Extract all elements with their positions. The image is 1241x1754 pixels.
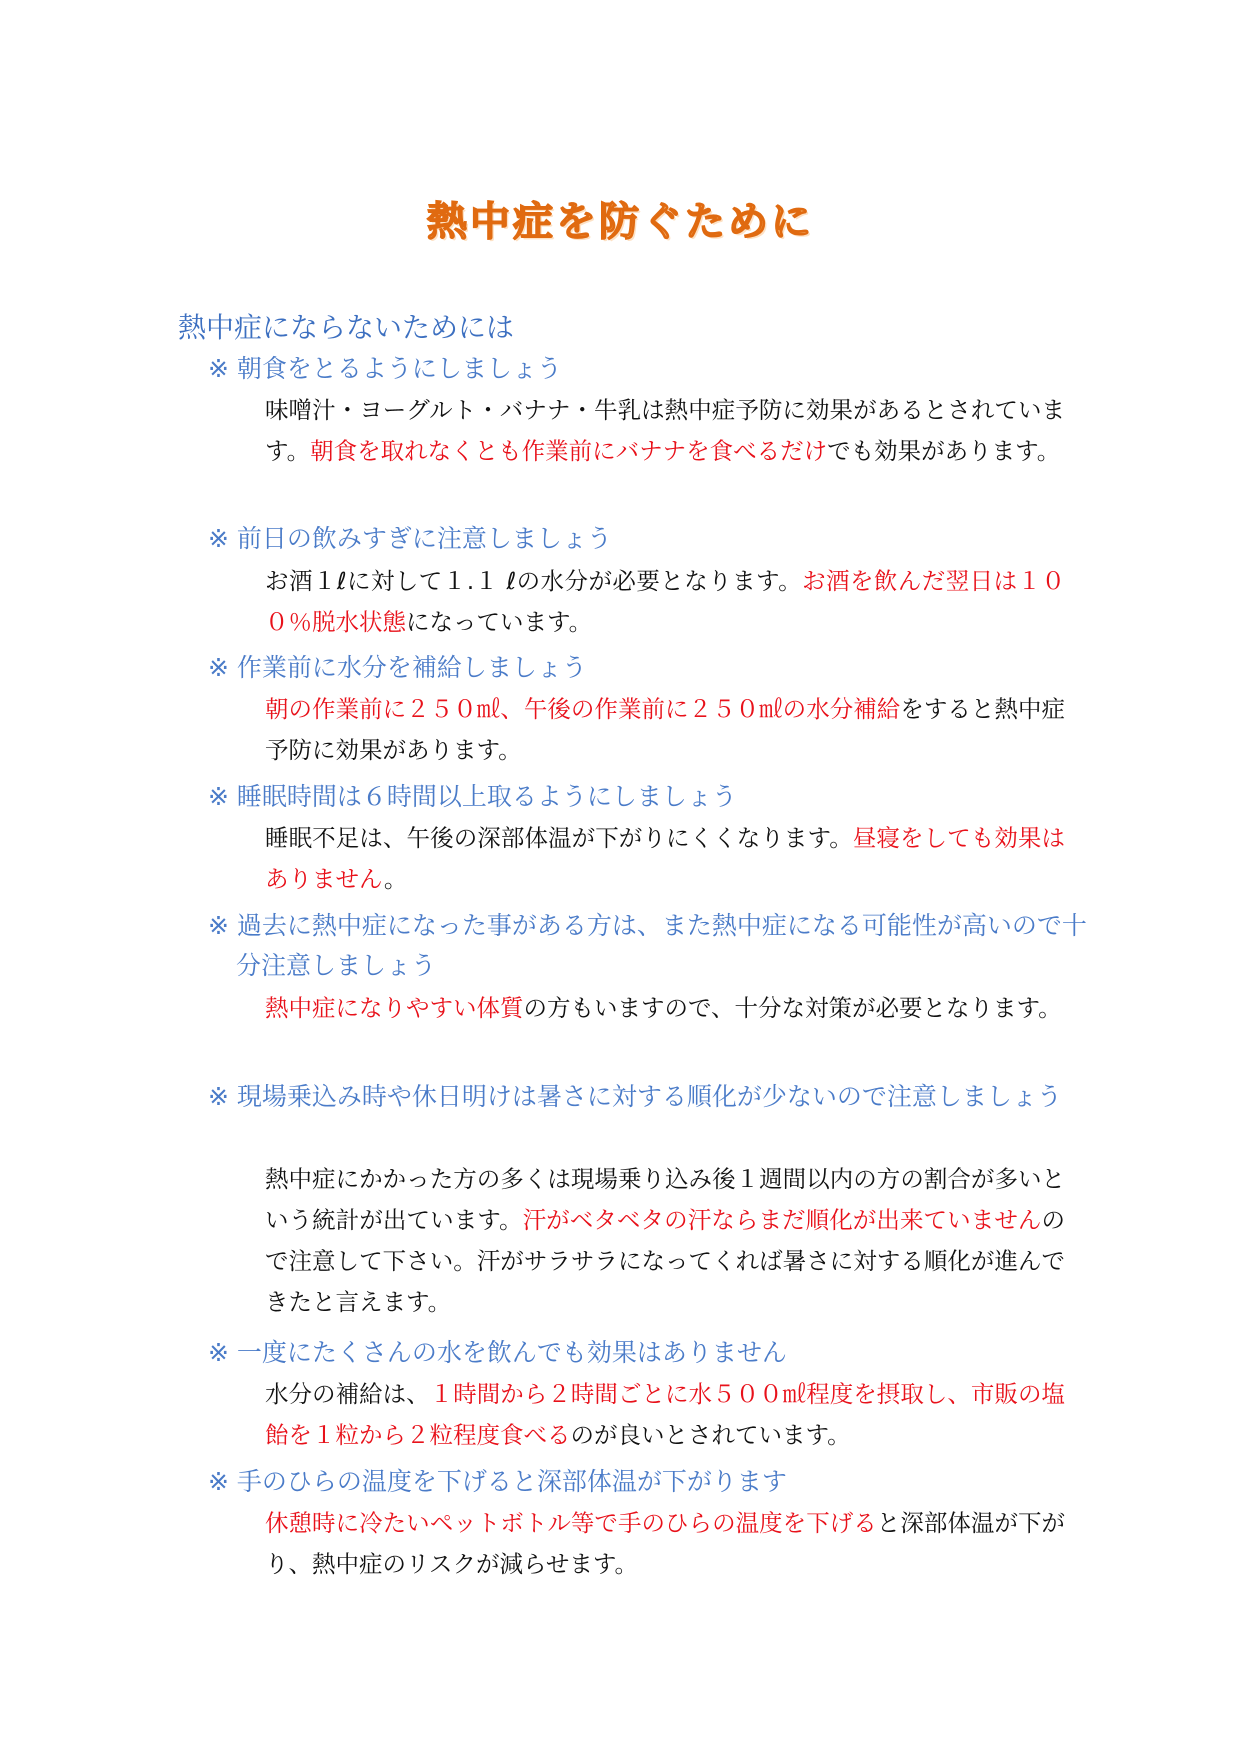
- tip-text-highlight: 熱中症になりやすい体質: [265, 994, 524, 1022]
- tip-heading: ※ 前日の飲みすぎに注意しましょう: [208, 524, 612, 553]
- tip-body: [265, 988, 1065, 1029]
- tip-body: [265, 689, 1065, 771]
- tip-text: 水分の補給は、: [265, 1380, 430, 1408]
- tip-text: でも効果があります。: [827, 437, 1061, 465]
- tip-body: [265, 818, 1065, 900]
- tip-text: 睡眠不足は、午後の深部体温が下がりにくくなります。: [265, 824, 853, 852]
- tip-body: [265, 561, 1065, 643]
- section-heading: 熱中症にならないためには: [178, 311, 515, 344]
- tip-body: [265, 390, 1065, 472]
- tip-text-highlight: １時間から２時間ごとに水５００㎖程度を摂取し、市販の塩飴を１粒から２粒程度食べる: [265, 1380, 1066, 1449]
- tip-heading: ※ 朝食をとるようにしましょう: [208, 354, 562, 383]
- tip-text-highlight: 朝食を取れなくとも作業前にバナナを食べるだけ: [310, 437, 828, 465]
- tip-heading: ※ 過去に熱中症になった事がある方は、また熱中症になる可能性が高いので十分注意しましょう: [208, 911, 1087, 980]
- tip-text: 熱中症にかかった方の多くは現場乗り込み後１週間以内の方の割合が多いという統計が出ています。: [265, 1165, 1065, 1234]
- tip-heading: ※ 睡眠時間は６時間以上取るようにしましょう: [208, 782, 737, 811]
- tip-heading: ※ 一度にたくさんの水を飲んでも効果はありません: [208, 1338, 787, 1367]
- tip-text: と深部体温が下がり、熱中症のリスクが減らせます。: [265, 1509, 1066, 1578]
- tip-text-highlight: 休憩時に冷たいペットボトル等で手のひらの温度を下げる: [265, 1509, 877, 1537]
- tip-heading: ※ 手のひらの温度を下げると深部体温が下がります: [208, 1467, 787, 1496]
- tip-text: をすると熱中症予防に効果があります。: [265, 695, 1066, 764]
- tip-text-highlight: お酒を飲んだ翌日は１００％脱水状態: [265, 567, 1065, 636]
- tip-body: [265, 1159, 1065, 1323]
- tip-text: の方もいますので、十分な対策が必要となります。: [523, 994, 1062, 1022]
- tip-text-highlight: 朝の作業前に２５０㎖、午後の作業前に２５０㎖の水分補給: [265, 695, 901, 723]
- tip-heading: ※ 作業前に水分を補給しましょう: [208, 653, 587, 682]
- tip-body: [265, 1503, 1065, 1585]
- tip-text: ので注意して下さい。汗がサラサラになってくれば暑さに対する順化が進んできたと言えます。: [265, 1206, 1065, 1316]
- tip-text: お酒１ℓに対して１.１ ℓの水分が必要となります。: [265, 567, 803, 595]
- tip-text: 。: [383, 865, 408, 893]
- tip-text: になっています。: [406, 608, 593, 636]
- tip-text: のが良いとされています。: [570, 1421, 851, 1449]
- tip-text-highlight: 汗がベタベタの汗ならまだ順化が出来ていません: [522, 1206, 1042, 1234]
- tip-body: [265, 1374, 1065, 1456]
- tip-text: 味噌汁・ヨーグルト・バナナ・牛乳は熱中症予防に効果があるとされています。: [265, 396, 1065, 465]
- tip-heading: ※ 現場乗込み時や休日明けは暑さに対する順化が少ないので注意しましょう: [208, 1082, 1062, 1111]
- page-title: 熱中症を防ぐために: [427, 199, 814, 245]
- tip-text-highlight: 昼寝をしても効果はありません: [265, 824, 1066, 893]
